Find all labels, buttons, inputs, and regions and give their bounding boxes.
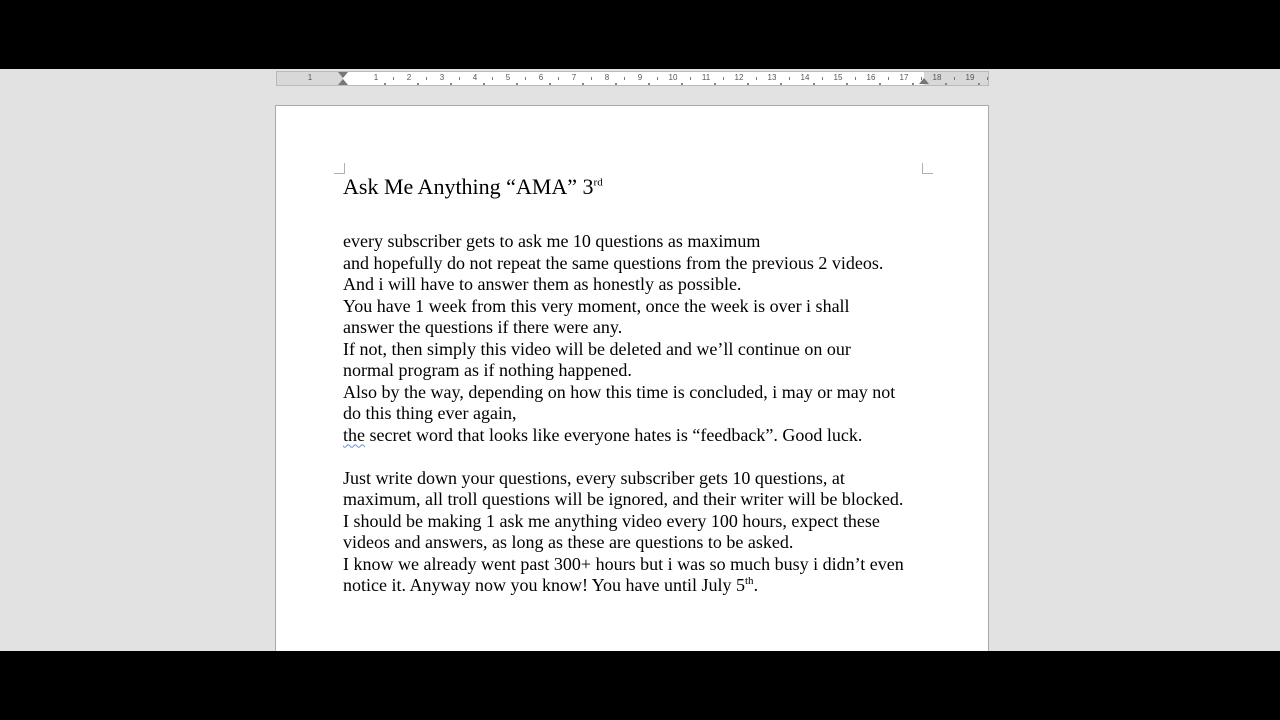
ruler-number: 18 — [932, 73, 942, 82]
paragraph-line[interactable]: every subscriber gets to ask me 10 questions as maximum — [343, 231, 761, 251]
paragraph-line[interactable]: Just write down your questions, every subscriber gets 10 questions, at — [343, 467, 845, 488]
ruler-number: 9 — [637, 73, 643, 82]
ruler-number: 5 — [505, 73, 511, 82]
paragraph-line[interactable]: and hopefully do not repeat the same questions from the previous 2 videos. — [343, 252, 884, 273]
ruler-tick — [657, 77, 658, 80]
ruler-tab-stop — [384, 83, 386, 85]
ruler-tab-stop — [615, 83, 617, 85]
ruler-tick — [888, 77, 889, 80]
paragraph-line[interactable]: do this thing ever again, — [343, 403, 517, 423]
title-superscript: rd — [593, 176, 603, 189]
ruler-tick — [690, 77, 691, 80]
ruler-tick — [459, 77, 460, 80]
ruler-tab-stop — [549, 83, 551, 85]
paragraph-line[interactable]: Also by the way, depending on how this time is concluded, i may or may not — [343, 381, 896, 402]
ruler-tab-stop — [813, 83, 815, 85]
ruler-tab-stop — [978, 83, 980, 85]
ruler-number: 17 — [899, 73, 909, 82]
paragraph-line[interactable]: And i will have to answer them as honestly as possible. — [343, 274, 742, 294]
ruler-tab-stop — [846, 83, 848, 85]
ruler-tick — [954, 77, 955, 80]
document-body[interactable] — [343, 174, 933, 597]
document-title[interactable] — [343, 174, 933, 200]
ruler-number: 14 — [800, 73, 810, 82]
ruler-tab-stop — [747, 83, 749, 85]
ruler-tab-stop — [582, 83, 584, 85]
text-boundary-corner — [922, 163, 933, 174]
ruler-tick — [855, 77, 856, 80]
ruler-number: 1 — [307, 73, 313, 82]
line-text: . — [753, 575, 759, 595]
document-workspace[interactable] — [0, 69, 1280, 651]
hanging-indent-marker[interactable] — [338, 79, 348, 85]
ruler-tab-stop — [714, 83, 716, 85]
line-text: notice it. Anyway now you know! You have until July 5 — [343, 575, 745, 595]
paragraph-line[interactable]: I know we already went past 300+ hours but i was so much busy i didn’t even — [343, 553, 904, 574]
ruler-tab-stop — [780, 83, 782, 85]
ruler-number: 6 — [538, 73, 544, 82]
letterbox-top — [0, 0, 1280, 69]
paragraph-line[interactable]: I should be making 1 ask me anything video every 100 hours, expect these — [343, 510, 880, 531]
line-text: secret word that looks like everyone hates is “feedback”. Good luck. — [365, 424, 863, 445]
ruler-number: 16 — [866, 73, 876, 82]
ruler-tick — [426, 77, 427, 80]
paragraph-line[interactable]: If not, then simply this video will be deleted and we’ll continue on our — [343, 338, 851, 359]
title-text: Ask Me Anything “AMA” 3 — [343, 174, 594, 199]
ruler-tab-stop — [945, 83, 947, 85]
paragraph-line[interactable]: videos and answers, as long as these are questions to be asked. — [343, 532, 794, 552]
ruler-number: 12 — [734, 73, 744, 82]
first-line-indent-marker[interactable] — [338, 72, 348, 78]
paragraph-line[interactable] — [343, 425, 933, 447]
date-superscript: th — [745, 575, 754, 587]
ruler-number: 11 — [701, 73, 711, 82]
ruler-tab-stop — [450, 83, 452, 85]
ruler-tick — [558, 77, 559, 80]
ruler-number: 15 — [833, 73, 843, 82]
ruler-tick — [624, 77, 625, 80]
paragraph-line[interactable]: You have 1 week from this very moment, once the week is over i shall — [343, 295, 850, 316]
ruler-tick — [921, 77, 922, 80]
letterbox-bottom — [0, 651, 1280, 720]
ruler-tick — [525, 77, 526, 80]
ruler-tick — [987, 77, 988, 80]
ruler-number: 1 — [373, 73, 379, 82]
ruler-tab-stop — [516, 83, 518, 85]
ruler-number: 4 — [472, 73, 478, 82]
paragraph-line[interactable] — [343, 575, 933, 597]
ruler-tick — [756, 77, 757, 80]
ruler-number: 10 — [668, 73, 678, 82]
spellcheck-flagged-word[interactable]: the — [343, 424, 365, 445]
ruler-number: 7 — [571, 73, 577, 82]
ruler-number: 13 — [767, 73, 777, 82]
ruler-number: 2 — [406, 73, 412, 82]
ruler-tick — [393, 77, 394, 80]
paragraph-line[interactable]: maximum, all troll questions will be ignored, and their writer will be blocked. — [343, 489, 904, 509]
text-boundary-corner — [334, 163, 345, 174]
ruler-number: 19 — [965, 73, 975, 82]
ruler-tab-stop — [483, 83, 485, 85]
ruler-tab-stop — [648, 83, 650, 85]
horizontal-ruler[interactable] — [276, 71, 989, 86]
ruler-tick — [789, 77, 790, 80]
paragraph-line[interactable]: normal program as if nothing happened. — [343, 360, 632, 380]
ruler-tick — [492, 77, 493, 80]
ruler-tick — [822, 77, 823, 80]
ruler-tab-stop — [879, 83, 881, 85]
document-page[interactable] — [275, 105, 989, 651]
ruler-number: 3 — [439, 73, 445, 82]
ruler-tick — [591, 77, 592, 80]
ruler-number: 8 — [604, 73, 610, 82]
ruler-tab-stop — [681, 83, 683, 85]
ruler-tick — [723, 77, 724, 80]
ruler-tab-stop — [417, 83, 419, 85]
ruler-tab-stop — [912, 83, 914, 85]
paragraph-line[interactable]: answer the questions if there were any. — [343, 317, 623, 337]
